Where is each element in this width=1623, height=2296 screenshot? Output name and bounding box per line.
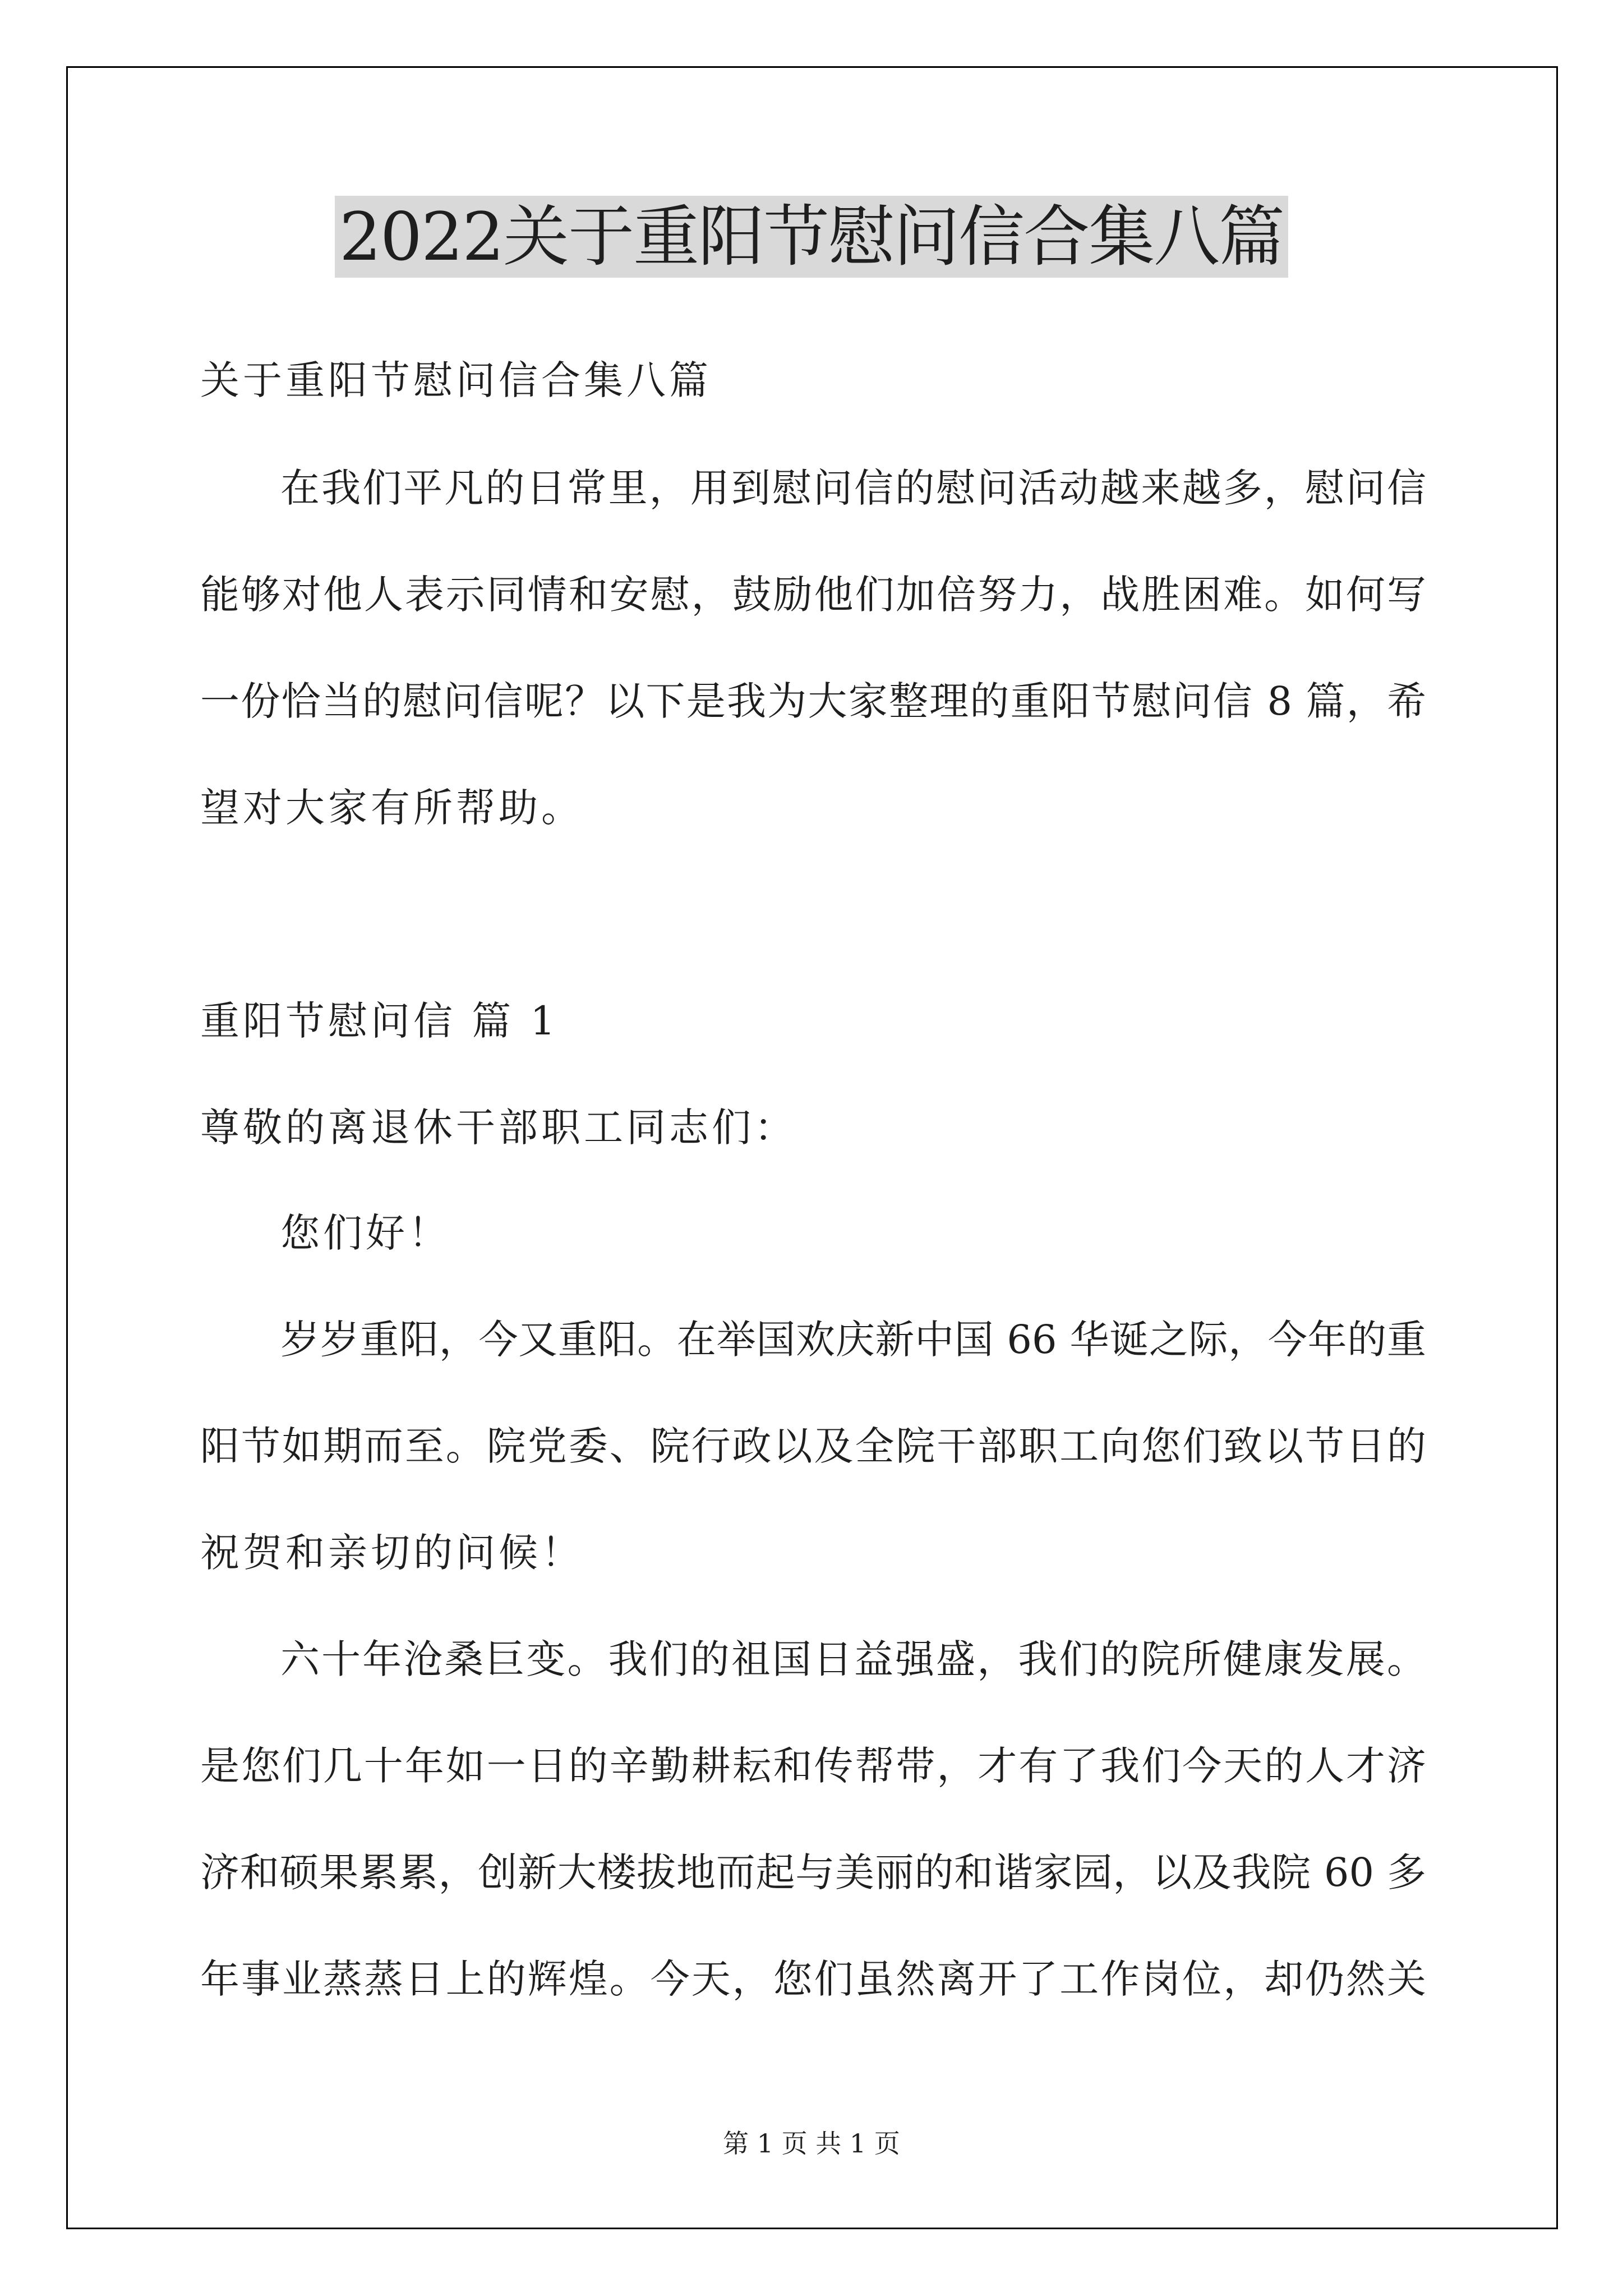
- subtitle: 关于重阳节慰问信合集八篇: [200, 357, 712, 403]
- intro-line: 能够对他人表示同情和安慰，鼓励他们加倍努力，战胜困难。如何写: [200, 572, 1426, 618]
- section-heading: 重阳节慰问信 篇 1: [200, 998, 559, 1044]
- document-title-block: [0, 197, 1623, 276]
- intro-line: 望对大家有所帮助。: [200, 785, 584, 831]
- paragraph-line: 济和硕果累累，创新大楼拔地而起与美丽的和谐家园，以及我院 60 多: [200, 1849, 1426, 1895]
- document-title: 2022关于重阳节慰问信合集八篇: [335, 196, 1288, 278]
- paragraph-line: 是您们几十年如一日的辛勤耕耘和传帮带，才有了我们今天的人才济: [200, 1743, 1426, 1789]
- salutation: 尊敬的离退休干部职工同志们：: [200, 1105, 797, 1151]
- intro-line: 一份恰当的慰问信呢？以下是我为大家整理的重阳节慰问信 8 篇，希: [200, 678, 1426, 724]
- intro-line: 在我们平凡的日常里，用到慰问信的慰问活动越来越多，慰问信: [280, 465, 1426, 511]
- paragraph-line: 岁岁重阳，今又重阳。在举国欢庆新中国 66 华诞之际，今年的重: [280, 1317, 1426, 1363]
- paragraph-line: 祝贺和亲切的问候！: [200, 1530, 584, 1576]
- greeting: 您们好！: [280, 1210, 451, 1256]
- page-footer: 第 1 页 共 1 页: [723, 2128, 900, 2159]
- paragraph-line: 六十年沧桑巨变。我们的祖国日益强盛，我们的院所健康发展。: [280, 1636, 1426, 1682]
- paragraph-line: 阳节如期而至。院党委、院行政以及全院干部职工向您们致以节日的: [200, 1423, 1426, 1469]
- paragraph-line: 年事业蒸蒸日上的辉煌。今天，您们虽然离开了工作岗位，却仍然关: [200, 1956, 1426, 2002]
